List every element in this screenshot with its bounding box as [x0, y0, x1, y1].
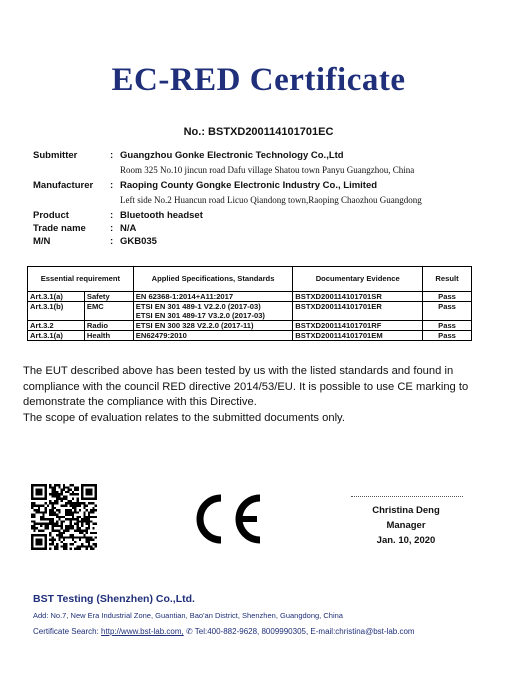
signatory-role: Manager — [386, 520, 426, 531]
product-label: Product — [33, 210, 69, 221]
certificate-title: EC-RED Certificate — [111, 62, 406, 98]
header-applied-specifications: Applied Specifications, Standards — [133, 267, 293, 292]
manufacturer-address: Left side No.2 Huancun road Licuo Qiandong town,Raoping Chaozhou Guangdong — [120, 195, 422, 205]
colon: : — [110, 150, 114, 161]
category-cell: Safety — [84, 292, 133, 302]
statement-line: demonstrate the compliance with this Directive. — [23, 396, 257, 408]
table-row — [28, 292, 472, 302]
ce-mark-icon — [188, 492, 266, 551]
certificate-number: No.: BSTXD200114101701EC — [183, 126, 334, 138]
compliance-statement — [23, 364, 493, 426]
signatory-name: Christina Deng — [372, 505, 440, 516]
qr-code-icon — [31, 484, 97, 550]
contact-line — [33, 627, 415, 636]
submitter-address: Room 325 No.10 jincun road Dafu village Shatou town Panyu Guangzhou, China — [120, 165, 415, 175]
manufacturer-label: Manufacturer — [33, 180, 94, 191]
result-cell: Pass — [423, 302, 472, 321]
specification-line: ETSI EN 301 489-1 V2.2.0 (2017-03) — [135, 302, 261, 311]
result-cell: Pass — [423, 321, 472, 331]
specification-cell: ETSI EN 300 328 V2.2.0 (2017-11) — [133, 321, 293, 331]
certificate-search-label: Certificate Search: — [33, 627, 99, 636]
trade-name-label: Trade name — [33, 223, 86, 234]
colon: : — [110, 223, 114, 234]
category-cell: Health — [84, 331, 133, 341]
submitter-label: Submitter — [33, 150, 78, 161]
result-cell: Pass — [423, 331, 472, 341]
issuer-address: Add: No.7, New Era Industrial Zone, Guantian, Bao'an District, Shenzhen, Guangdong, China — [33, 611, 343, 620]
table-row — [28, 321, 472, 331]
certificate-search-link[interactable]: http://www.bst-lab.com, — [101, 627, 184, 636]
model-number-label: M/N — [33, 236, 51, 247]
evidence-cell: BSTXD200114101701EM — [293, 331, 423, 341]
submitter-value: Guangzhou Gonke Electronic Technology Co.,Ltd — [120, 150, 344, 161]
evidence-cell: BSTXD200114101701RF — [293, 321, 423, 331]
table-header-row — [28, 267, 472, 292]
product-value: Bluetooth headset — [120, 210, 203, 221]
contact-details: Tel:400-882-9628, 8009990305, E-mail:christina@bst-lab.com — [194, 627, 415, 636]
header-result: Result — [423, 267, 472, 292]
article-cell: Art.3.1(a) — [28, 331, 85, 341]
colon: : — [110, 180, 114, 191]
statement-line: The scope of evaluation relates to the submitted documents only. — [23, 411, 345, 424]
evidence-cell: BSTXD200114101701SR — [293, 292, 423, 302]
category-cell: EMC — [84, 302, 133, 321]
article-cell: Art.3.1(b) — [28, 302, 85, 321]
manufacturer-value: Raoping County Gongke Electronic Industry Co., Limited — [120, 180, 378, 191]
header-documentary-evidence: Documentary Evidence — [293, 267, 423, 292]
category-cell: Radio — [84, 321, 133, 331]
model-number-value: GKB035 — [120, 236, 157, 247]
specifications-table — [27, 266, 472, 341]
article-cell: Art.3.1(a) — [28, 292, 85, 302]
trade-name-value: N/A — [120, 223, 137, 234]
signature-date: Jan. 10, 2020 — [376, 535, 436, 546]
colon: : — [110, 236, 114, 247]
evidence-cell: BSTXD200114101701ER — [293, 302, 423, 321]
statement-line: The EUT described above has been tested by us with the listed standards and found in — [23, 365, 454, 377]
table-row — [28, 331, 472, 341]
specification-cell: EN 62368-1:2014+A11:2017 — [133, 292, 293, 302]
signature-line — [351, 496, 463, 497]
specification-cell: EN62479:2010 — [133, 331, 293, 341]
statement-line: compliance with the council RED directive 2014/53/EU. It is possible to use CE marking to — [23, 380, 469, 393]
article-cell: Art.3.2 — [28, 321, 85, 331]
specification-cell — [133, 302, 293, 321]
specification-line: ETSI EN 301 489-17 V3.2.0 (2017-03) — [135, 311, 265, 320]
header-essential-requirement: Essential requirement — [28, 267, 134, 292]
issuer-company: BST Testing (Shenzhen) Co.,Ltd. — [33, 593, 195, 605]
table-row — [28, 302, 472, 321]
phone-icon: ✆ — [185, 627, 193, 636]
colon: : — [110, 210, 114, 221]
result-cell: Pass — [423, 292, 472, 302]
